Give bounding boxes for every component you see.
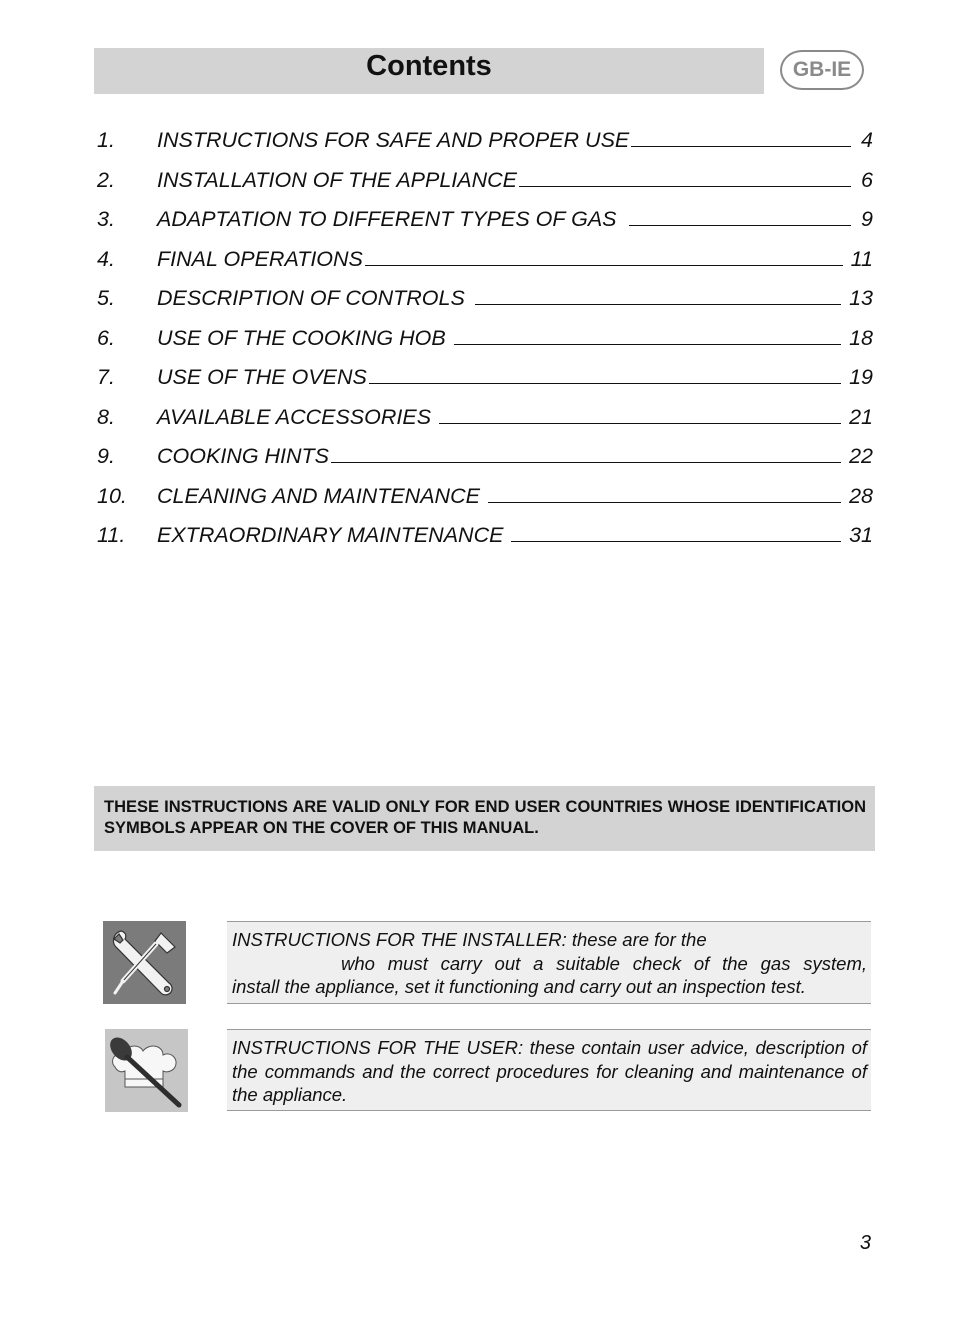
toc-entry[interactable] [97,365,873,405]
toc-title: INSTRUCTIONS FOR SAFE AND PROPER USE [157,128,630,152]
toc-title: INSTALLATION OF THE APPLIANCE [157,167,518,192]
toc-title: CLEANING AND MAINTENANCE [157,483,480,508]
toc-page-number: 13 [849,286,873,310]
toc-entry[interactable] [97,444,873,484]
toc-leader-line [488,502,841,503]
toc-title: USE OF THE COOKING HOB [157,325,446,350]
user-instructions: INSTRUCTIONS FOR THE USER: these contain user advice, description of the commands and the correct procedures for cleaning and maintenance of the appliance. [227,1029,871,1111]
toc-leader-line [519,186,851,187]
toc-page-number: 4 [861,128,873,152]
toc-number: 9. [97,444,115,468]
toc-leader-line [475,304,841,305]
toc-number: 4. [97,246,115,271]
toc-page-number: 31 [849,523,873,547]
toc-page-number: 19 [849,365,873,389]
toc-leader-line [454,344,841,345]
tools-icon [103,921,186,1004]
language-badge: GB-IE [780,50,864,90]
toc-number: 1. [97,128,115,152]
toc-number: 7. [97,365,115,389]
toc-entry[interactable] [97,207,873,247]
page-number: 3 [859,1232,871,1254]
installer-line-2: who must carry out a suitable check of the gas system, [341,952,867,974]
toc-title: AVAILABLE ACCESSORIES [157,404,432,429]
toc-title: DESCRIPTION OF CONTROLS [157,286,465,310]
table-of-contents [97,128,873,563]
validity-notice: THESE INSTRUCTIONS ARE VALID ONLY FOR END USER COUNTRIES WHOSE IDENTIFICATION SYMBOLS APPEAR ON THE COVER OF THIS MANUAL. [94,786,875,851]
toc-leader-line [439,423,841,424]
toc-title: USE OF THE OVENS [157,365,367,389]
toc-title: ADAPTATION TO DIFFERENT TYPES OF GAS [157,207,617,231]
installer-line-3: install the appliance, set it functioning and carry out an inspection test. [232,976,806,997]
toc-leader-line [511,541,841,542]
toc-title: FINAL OPERATIONS [157,246,363,271]
installer-line-1: INSTRUCTIONS FOR THE INSTALLER: these are for the [232,929,707,950]
toc-number: 6. [97,325,115,350]
toc-number: 8. [97,404,115,429]
toc-number: 5. [97,286,115,310]
toc-leader-line [365,265,843,266]
chef-spoon-icon [105,1029,188,1112]
toc-entry[interactable] [97,484,873,524]
page-title: Contents [366,49,492,82]
toc-number: 11. [97,523,126,547]
toc-entry[interactable] [97,523,873,563]
toc-entry[interactable] [97,128,873,168]
toc-page-number: 6 [861,167,873,192]
toc-number: 2. [97,167,115,192]
installer-instructions [227,921,871,1004]
toc-number: 10. [97,483,127,508]
toc-page-number: 11 [850,246,873,271]
contents-header-bar [94,48,764,94]
toc-page-number: 28 [849,483,873,508]
toc-page-number: 9 [861,207,873,231]
toc-title: EXTRAORDINARY MAINTENANCE [157,523,504,547]
toc-page-number: 21 [849,404,873,429]
toc-page-number: 18 [849,325,873,350]
toc-entry[interactable] [97,326,873,366]
toc-page-number: 22 [849,444,873,468]
toc-leader-line [631,146,851,147]
toc-title: COOKING HINTS [157,444,330,468]
toc-entry[interactable] [97,168,873,208]
toc-number: 3. [97,207,115,231]
toc-entry[interactable] [97,247,873,287]
toc-entry[interactable] [97,405,873,445]
toc-entry[interactable] [97,286,873,326]
toc-leader-line [331,462,841,463]
toc-leader-line [369,383,841,384]
toc-leader-line [629,225,851,226]
